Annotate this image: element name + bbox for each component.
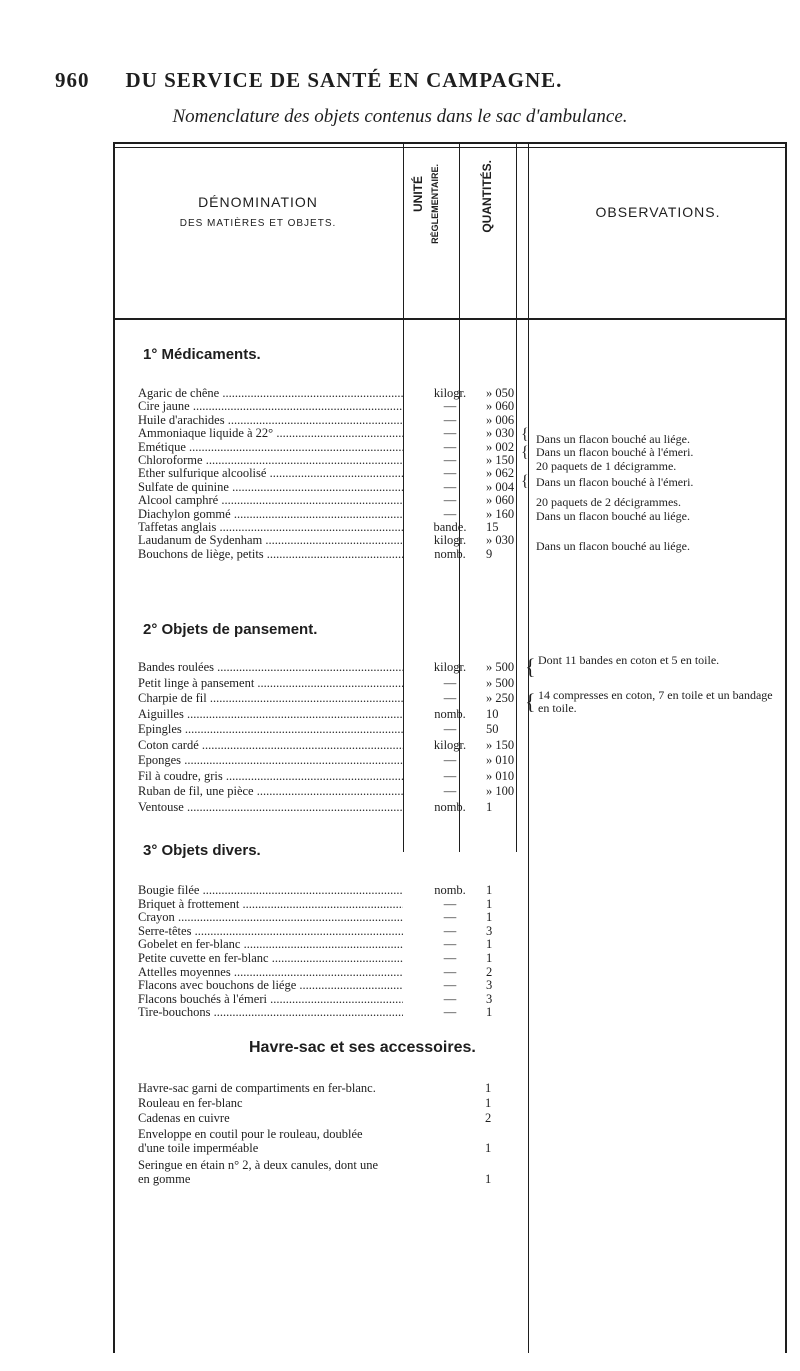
item-name: Petite cuvette en fer-blanc .....	[138, 951, 403, 965]
item-quantity: » 002	[486, 439, 515, 454]
section-pansement: 2° Objets de pansement.	[143, 621, 318, 638]
item-name: Serre-têtes .....	[138, 924, 403, 938]
item-quantity: » 004	[486, 479, 515, 494]
table-row	[138, 1005, 788, 1019]
table-row	[138, 883, 788, 897]
havresac-line: Cadenas en cuivre	[138, 1111, 230, 1125]
table-row	[138, 978, 788, 992]
item-quantity: » 060	[486, 399, 515, 414]
table-row	[138, 769, 788, 783]
observation-text: 20 paquets de 1 décigramme.	[536, 459, 677, 473]
observation-text: Dans un flacon bouché au liége.	[536, 432, 690, 446]
item-quantity: 1	[486, 1005, 493, 1020]
item-name: Chloroforme .....	[138, 453, 403, 467]
table-row	[138, 897, 788, 911]
item-quantity: » 160	[486, 506, 515, 521]
item-quantity: 15	[486, 520, 499, 534]
item-unit: —	[443, 753, 457, 767]
item-quantity: 1	[486, 883, 493, 897]
item-quantity: 1	[485, 1141, 492, 1155]
item-unit: —	[443, 784, 457, 798]
havresac-line: Rouleau en fer-blanc	[138, 1096, 243, 1110]
item-name: Alcool camphré .....	[138, 493, 403, 507]
item-name: Sulfate de quinine .....	[138, 480, 403, 494]
item-quantity: 50	[486, 722, 499, 736]
item-name: Emétique .....	[138, 440, 403, 454]
item-unit: —	[443, 722, 457, 736]
item-unit: —	[443, 493, 457, 508]
item-quantity: 1	[486, 910, 493, 925]
table-row	[138, 992, 788, 1006]
table-row	[138, 722, 788, 736]
table-row	[138, 753, 788, 767]
brace-mark: {	[525, 689, 536, 714]
item-unit: —	[443, 937, 457, 952]
nomenclature-table	[113, 142, 787, 1353]
observation-text: Dans un flacon bouché à l'émeri.	[536, 445, 694, 459]
table-row	[138, 924, 788, 938]
header-denomination-sub: DES MATIÈRES ET OBJETS.	[179, 218, 337, 229]
item-unit: —	[443, 691, 457, 705]
observation-text: 20 paquets de 2 décigrammes.	[536, 495, 681, 509]
item-quantity: » 010	[486, 768, 515, 783]
item-name: Bandes roulées .....	[138, 660, 403, 674]
item-name: Tire-bouchons .....	[138, 1005, 403, 1019]
item-name: Taffetas anglais .....	[138, 520, 403, 534]
havresac-line: Enveloppe en coutil pour le rouleau, doublée	[138, 1127, 363, 1141]
table-row	[138, 910, 788, 924]
table-row	[138, 965, 788, 979]
section-havresac: Havre-sac et ses accessoires.	[249, 1039, 476, 1056]
item-name: Epingles .....	[138, 722, 403, 736]
item-quantity: » 150	[486, 737, 515, 752]
item-unit: —	[443, 991, 457, 1006]
table-top-rule	[113, 142, 787, 144]
havresac-line-continued: en gomme	[138, 1172, 191, 1186]
item-name: Bougie filée .....	[138, 883, 403, 897]
item-name: Aiguilles .....	[138, 707, 403, 721]
item-unit: —	[443, 479, 457, 494]
item-name: Ether sulfurique alcoolisé .....	[138, 466, 403, 480]
observation-text: Dans un flacon bouché au liége.	[536, 539, 690, 553]
item-unit: —	[443, 412, 457, 427]
header-unite: UNITÉ	[411, 176, 425, 212]
item-name: Cire jaune .....	[138, 399, 403, 413]
item-quantity: » 500	[486, 660, 515, 674]
brace-mark: {	[521, 426, 529, 443]
page-number: 960	[55, 68, 90, 92]
item-name: Ventouse .....	[138, 800, 403, 814]
item-name: Eponges .....	[138, 753, 403, 767]
table-row	[138, 386, 788, 400]
table-row	[138, 800, 788, 814]
item-quantity: 2	[485, 1111, 492, 1125]
item-name: Huile d'arachides .....	[138, 413, 403, 427]
item-unit: —	[443, 453, 457, 467]
item-unit: kilogr.	[433, 660, 467, 674]
observation-text: 14 compresses en coton, 7 en toile et un bandage en toile.	[538, 688, 773, 715]
table-row	[138, 937, 788, 951]
item-quantity: » 100	[486, 784, 515, 798]
item-quantity: 1	[485, 1096, 492, 1110]
item-name: Gobelet en fer-blanc .....	[138, 937, 403, 951]
item-quantity: 3	[486, 991, 493, 1006]
item-quantity: » 062	[486, 466, 515, 481]
item-quantity: » 006	[486, 412, 515, 427]
item-quantity: 2	[486, 964, 493, 979]
header-quantites: QUANTITÉS.	[480, 160, 494, 233]
item-quantity: 9	[486, 546, 493, 561]
item-quantity: » 150	[486, 453, 515, 467]
item-unit: —	[443, 951, 457, 965]
header-reglementaire: RÉGLEMENTAIRE.	[430, 164, 440, 244]
item-quantity: 1	[485, 1081, 492, 1095]
item-unit: —	[443, 923, 457, 938]
item-unit: —	[443, 439, 457, 454]
item-quantity: 1	[486, 937, 493, 952]
item-quantity: 3	[486, 923, 493, 938]
item-name: Attelles moyennes .....	[138, 965, 403, 979]
table-top-rule-inner	[113, 147, 787, 148]
item-quantity: » 250	[486, 691, 515, 705]
table-row	[138, 399, 788, 413]
header-rule	[113, 318, 787, 320]
table-row	[138, 784, 788, 798]
item-unit: nomb.	[434, 799, 466, 814]
item-name: Laudanum de Sydenham .....	[138, 533, 403, 547]
item-quantity: 3	[486, 978, 493, 993]
observation-text: Dont 11 bandes en coton et 5 en toile.	[538, 653, 720, 667]
table-row	[138, 951, 788, 965]
item-unit: —	[443, 964, 457, 979]
item-name: Flacons bouchés à l'émeri .....	[138, 992, 403, 1006]
item-name: Fil à coudre, gris .....	[138, 769, 403, 783]
item-name: Flacons avec bouchons de liége .....	[138, 978, 403, 992]
brace-mark: {	[521, 444, 529, 461]
havresac-line: Havre-sac garni de compartiments en fer-blanc.	[138, 1081, 376, 1095]
item-quantity: » 060	[486, 493, 515, 508]
running-head-text: DU SERVICE DE SANTÉ EN CAMPAGNE.	[125, 68, 563, 92]
havresac-line: Seringue en étain n° 2, à deux canules, dont une	[138, 1158, 378, 1172]
item-name: Ammoniaque liquide à 22° .....	[138, 426, 403, 440]
table-left-rule	[113, 142, 115, 1353]
table-row	[138, 413, 788, 427]
brace-mark: {	[525, 654, 536, 679]
item-quantity: » 500	[486, 675, 515, 690]
item-unit: —	[443, 675, 457, 690]
section-divers: 3° Objets divers.	[143, 842, 261, 859]
item-quantity: 10	[486, 706, 499, 721]
item-quantity: 1	[486, 896, 493, 911]
section-medicaments: 1° Médicaments.	[143, 346, 261, 363]
item-quantity: » 050	[486, 386, 515, 400]
item-name: Coton cardé .....	[138, 738, 403, 752]
item-name: Ruban de fil, une pièce .....	[138, 784, 403, 798]
item-unit: kilogr.	[433, 386, 467, 400]
page-title: Nomenclature des objets contenus dans le sac d'ambulance.	[172, 106, 628, 127]
brace-mark: {	[521, 473, 529, 490]
item-quantity: 1	[486, 799, 493, 814]
item-unit: —	[443, 978, 457, 993]
item-name: Agaric de chêne .....	[138, 386, 403, 400]
item-quantity: 1	[486, 951, 493, 965]
observation-text: Dans un flacon bouché à l'émeri.	[536, 475, 694, 489]
item-unit: —	[443, 1005, 457, 1020]
header-observations: OBSERVATIONS.	[595, 204, 721, 220]
item-name: Petit linge à pansement .....	[138, 676, 403, 690]
item-quantity: 1	[485, 1172, 492, 1186]
running-head	[55, 68, 562, 93]
item-name: Crayon .....	[138, 910, 403, 924]
table-row	[138, 738, 788, 752]
item-unit: —	[443, 768, 457, 783]
item-unit: kilogr.	[433, 533, 467, 548]
header-denomination: DÉNOMINATION	[198, 194, 318, 210]
item-unit: —	[443, 466, 457, 481]
item-name: Diachylon gommé .....	[138, 507, 403, 521]
item-unit: bande.	[433, 520, 467, 534]
item-unit: nomb.	[434, 546, 466, 561]
observation-text: Dans un flacon bouché au liége.	[536, 509, 690, 523]
item-quantity: » 030	[486, 426, 515, 441]
item-unit: —	[443, 399, 457, 414]
item-unit: nomb.	[434, 706, 466, 721]
item-quantity: » 030	[486, 533, 515, 548]
havresac-line-continued: d'une toile imperméable	[138, 1141, 259, 1155]
item-unit: —	[443, 896, 457, 911]
item-name: Charpie de fil .....	[138, 691, 403, 705]
item-unit: —	[443, 506, 457, 521]
item-unit: —	[443, 910, 457, 925]
item-unit: kilogr.	[433, 737, 467, 752]
item-unit: —	[443, 426, 457, 441]
item-quantity: » 010	[486, 753, 515, 767]
item-name: Bouchons de liège, petits .....	[138, 547, 403, 561]
item-unit: nomb.	[434, 883, 466, 897]
item-name: Briquet à frottement .....	[138, 897, 403, 911]
